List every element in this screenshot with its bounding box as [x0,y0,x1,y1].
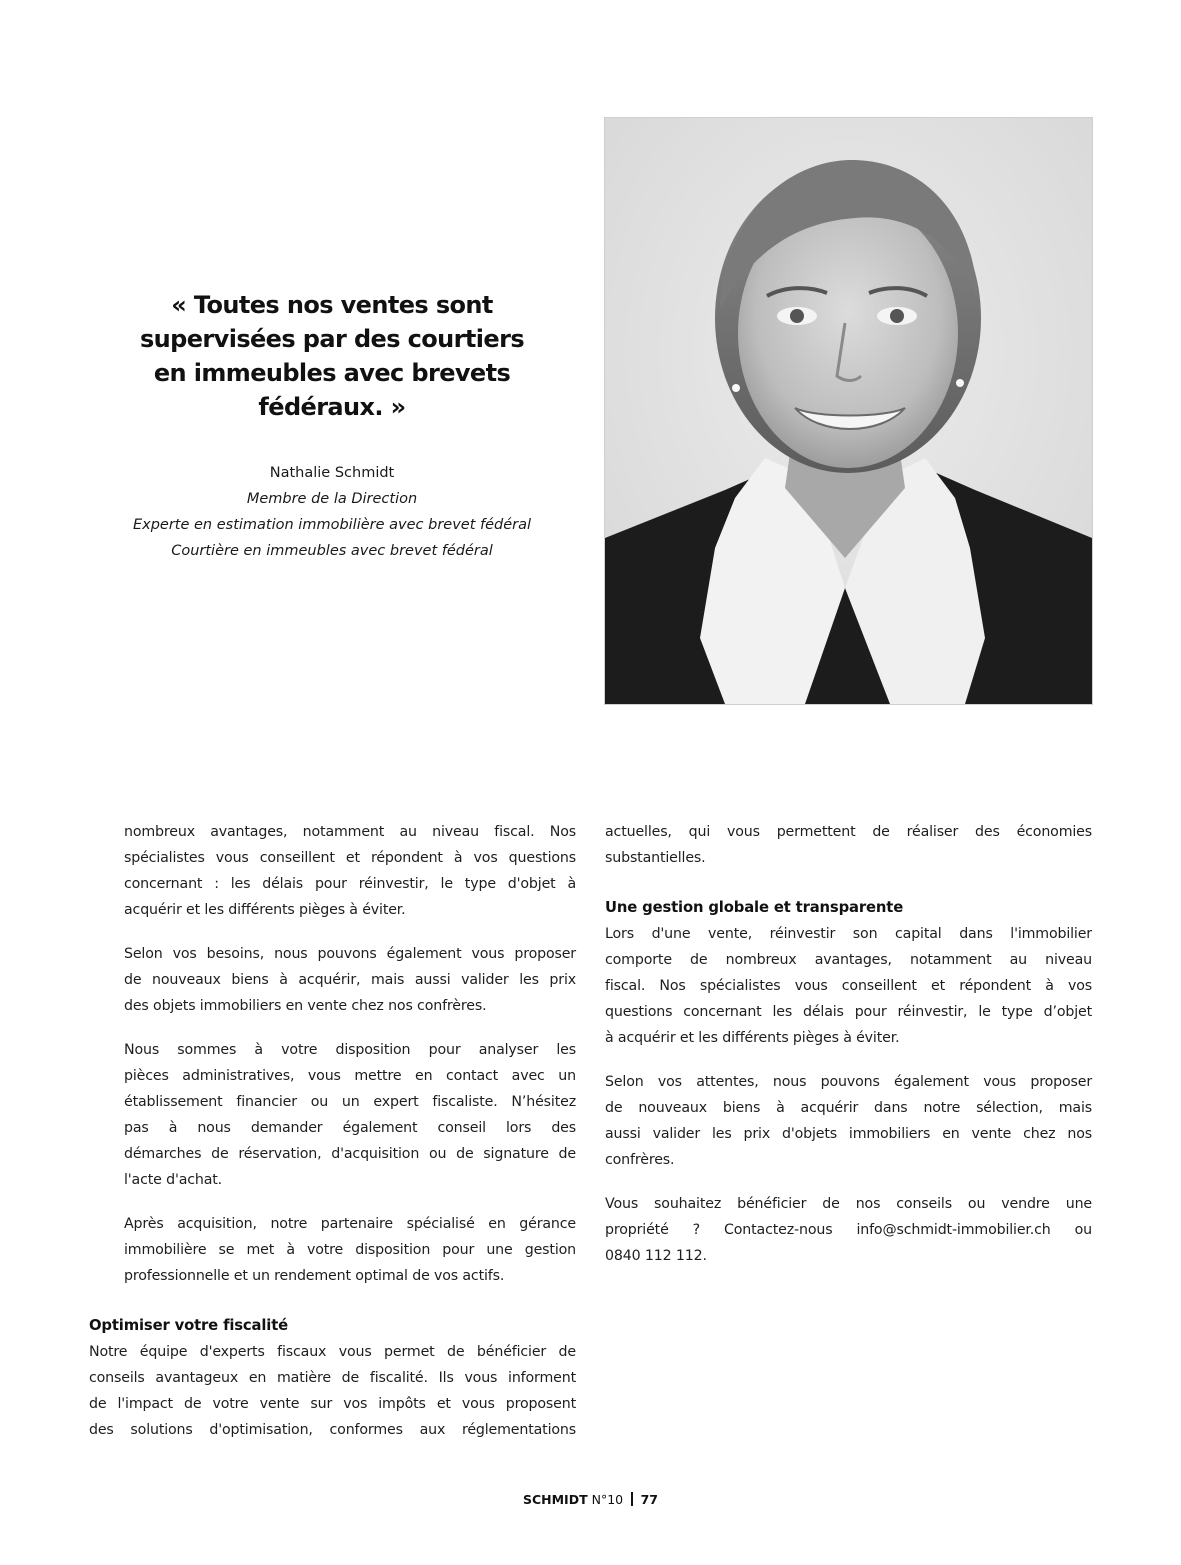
text-line: acquérir et les différents pièges à éviter. [124,902,406,918]
paragraph [605,921,1092,1051]
left-column-text [124,819,576,1289]
paragraph [605,1069,1092,1173]
text-line: Selon vos besoins, nous pouvons également vous proposer [124,946,576,962]
section-heading: Optimiser votre fiscalité [89,1317,289,1334]
text-line: pièces administratives, vous mettre en contact avec un [124,1068,576,1084]
text-line: établissement financier ou un expert fiscaliste. N’hésitez [124,1094,576,1110]
text-line: Selon vos attentes, nous pouvons également vous proposer [605,1074,1092,1090]
text-line: 0840 112 112. [605,1248,707,1264]
pull-quote [110,288,554,424]
text-line: pas à nous demander également conseil lors des [124,1120,576,1136]
text-line: à acquérir et les différents pièges à éviter. [605,1030,900,1046]
text-line: immobilière se met à votre disposition pour une gestion [124,1242,576,1258]
paragraph [124,1211,576,1289]
right-column-text [605,819,1092,1269]
text-line: actuelles, qui vous permettent de réaliser des économies [605,824,1092,840]
paragraph [124,819,576,923]
page-footer [0,1492,1181,1507]
attribution-title: Courtière en immeubles avec brevet fédéral [171,543,493,559]
text-line: Notre équipe d'experts fiscaux vous permet de bénéficier de [89,1344,576,1360]
quote-line: « Toutes nos ventes sont [171,291,493,319]
text-line: propriété ? Contactez-nous info@schmidt-immobilier.ch ou [605,1222,1092,1238]
text-line: questions concernant les délais pour réinvestir, le type d’objet [605,1004,1092,1020]
text-line: l'acte d'achat. [124,1172,223,1188]
text-line: de nouveaux biens à acquérir, mais aussi valider les prix [124,972,576,988]
paragraph [605,1191,1092,1269]
text-line: Après acquisition, notre partenaire spécialisé en gérance [124,1216,576,1232]
text-line: nombreux avantages, notamment au niveau fiscal. Nos [124,824,576,840]
text-line: confrères. [605,1152,675,1168]
text-line: des solutions d'optimisation, conformes aux réglementations [89,1422,576,1438]
text-line: démarches de réservation, d'acquisition ou de signature de [124,1146,576,1162]
paragraph [124,1037,576,1193]
text-line: conseils avantageux en matière de fiscalité. Ils vous informent [89,1370,576,1386]
text-line: Lors d'une vente, réinvestir son capital dans l'immobilier [605,926,1092,942]
quote-line: en immeubles avec brevets [153,359,511,387]
text-line: professionnelle et un rendement optimal de vos actifs. [124,1268,505,1284]
attribution-title: Membre de la Direction [246,491,418,507]
quote-attribution [90,460,574,564]
text-line: aussi valider les prix d'objets immobiliers en vente chez nos [605,1126,1092,1142]
page-number: 77 [640,1492,658,1507]
text-line: spécialistes vous conseillent et répondent à vos questions [124,850,576,866]
text-line: Vous souhaitez bénéficier de nos conseils ou vendre une [605,1196,1092,1212]
text-line: fiscal. Nos spécialistes vous conseillent et répondent à vos [605,978,1092,994]
portrait-illustration [605,118,1092,704]
text-line: Nous sommes à votre disposition pour analyser les [124,1042,576,1058]
text-line: de nouveaux biens à acquérir dans notre sélection, mais [605,1100,1092,1116]
text-line: concernant : les délais pour réinvestir, le type d'objet à [124,876,576,892]
quote-line: supervisées par des courtiers [139,325,524,353]
paragraph [605,819,1092,871]
tax-section [89,1313,576,1443]
paragraph [124,941,576,1019]
text-line: comporte de nombreux avantages, notamment au niveau [605,952,1092,968]
attribution-title: Experte en estimation immobilière avec brevet fédéral [132,517,532,533]
quote-line: fédéraux. » [258,393,406,421]
text-line: des objets immobiliers en vente chez nos confrères. [124,998,487,1014]
attribution-name: Nathalie Schmidt [269,465,395,481]
footer-brand: SCHMIDT [522,1492,588,1507]
footer-issue: N°10 [591,1492,624,1507]
footer-divider [631,1492,633,1506]
portrait-photo [605,118,1092,704]
section-heading: Une gestion globale et transparente [605,899,904,916]
text-line: de l'impact de votre vente sur vos impôts et vous proposent [89,1396,576,1412]
text-line: substantielles. [605,850,706,866]
